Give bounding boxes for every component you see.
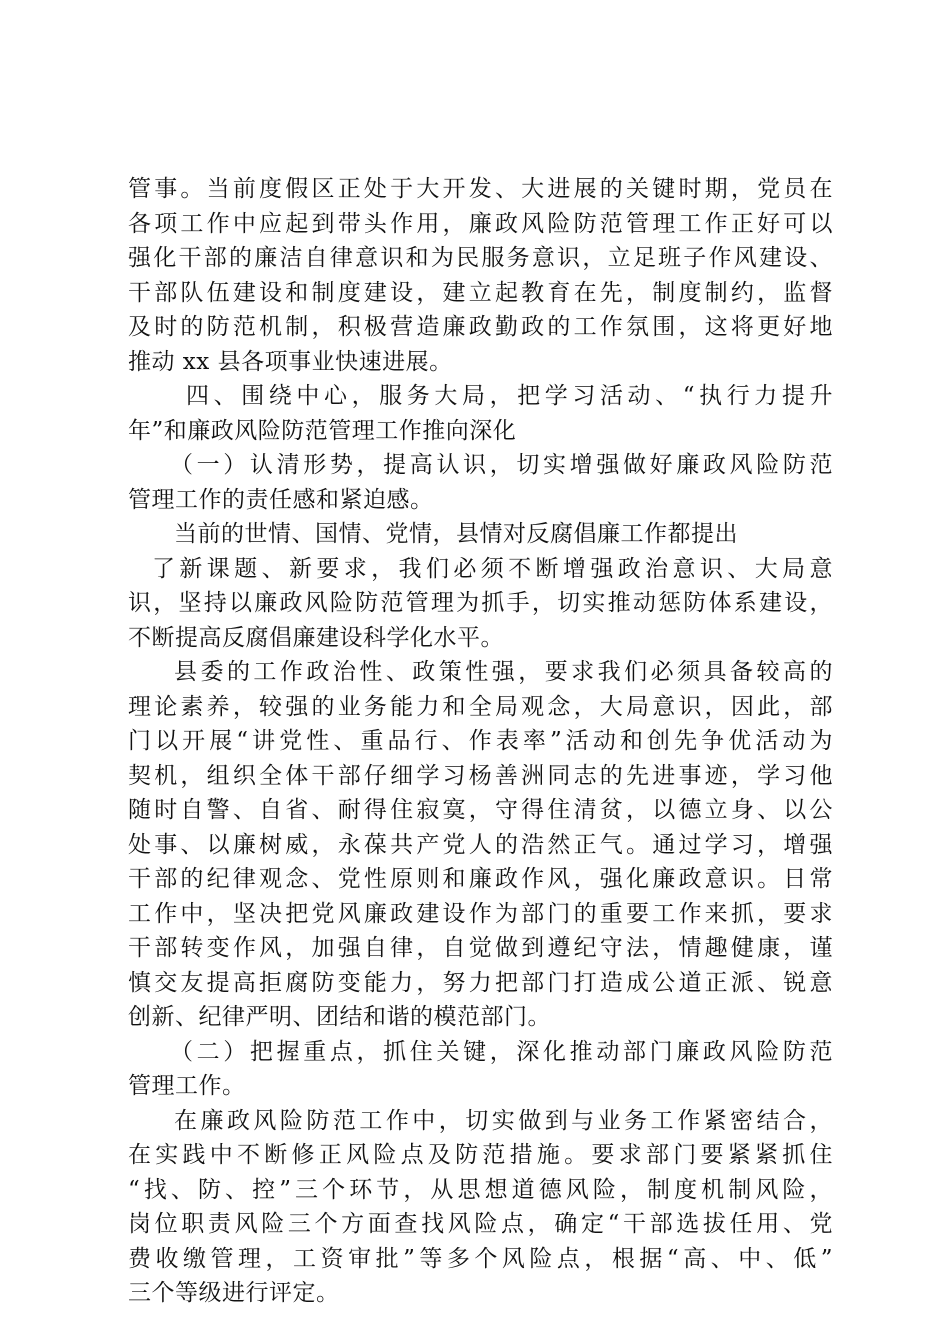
text-line: 管理工作。 (128, 1073, 246, 1099)
text-line: 工作中，坚决把党风廉政建设作为部门的重要工作来抓，要求 (128, 900, 833, 927)
document-body (128, 172, 833, 1311)
text-line: 三个等级进行评定。 (128, 1280, 340, 1306)
text-line: 契机，组织全体干部仔细学习杨善洲同志的先进事迹，学习他 (128, 762, 833, 789)
text-line: 管理工作的责任感和紧迫感。 (128, 486, 434, 513)
text-line: 处事、以廉树威，永葆共产党人的浩然正气。通过学习，增强 (128, 831, 833, 858)
text-line: “找、防、控”三个环节，从思想道德风险，制度机制风险， (128, 1176, 833, 1203)
text-line: 在廉政风险防范工作中，切实做到与业务工作紧密结合， (174, 1107, 833, 1134)
text-line: 识，坚持以廉政风险防范管理为抓手，切实推动惩防体系建设， (128, 590, 833, 616)
text-line: 创新、纪律严明、团结和谐的模范部门。 (128, 1004, 551, 1030)
text-line: 不断提高反腐倡廉建设科学化水平。 (128, 624, 504, 651)
text-line: 年”和廉政风险防范管理工作推向深化 (128, 417, 517, 444)
text-line: 县委的工作政治性、政策性强，要求我们必须具备较高的 (174, 659, 833, 685)
text-line: 了新课题、新要求，我们必须不断增强政治意识、大局意 (152, 555, 833, 582)
text-line: 干部的纪律观念、党性原则和廉政作风，强化廉政意识。日常 (128, 866, 833, 892)
text-line: （一）认清形势，提高认识，切实增强做好廉政风险防范 (170, 452, 833, 478)
text-line: 慎交友提高拒腐防变能力，努力把部门打造成公道正派、锐意 (128, 969, 833, 996)
text-line: 强化干部的廉洁自律意识和为民服务意识，立足班子作风建设、 (128, 245, 833, 271)
text-line: 各项工作中应起到带头作用，廉政风险防范管理工作正好可以 (128, 210, 833, 237)
text-line: 推动 xx 县各项事业快速进展。 (128, 348, 453, 375)
text-line: 管事。当前度假区正处于大开发、大进展的关键时期，党员在 (128, 176, 833, 202)
text-line: （二）把握重点，抓住关键，深化推动部门廉政风险防范 (170, 1038, 833, 1065)
text-line: 干部队伍建设和制度建设，建立起教育在先，制度制约，监督 (128, 279, 833, 306)
text-line: 四、围绕中心，服务大局，把学习活动、“执行力提升 (186, 383, 833, 409)
text-line: 当前的世情、国情、党情，县情对反腐倡廉工作都提出 (174, 521, 738, 547)
text-line: 干部转变作风，加强自律，自觉做到遵纪守法，情趣健康，谨 (128, 935, 833, 961)
text-line: 及时的防范机制，积极营造廉政勤政的工作氛围，这将更好地 (128, 314, 833, 340)
text-line: 岗位职责风险三个方面查找风险点，确定“干部选拔任用、党 (128, 1211, 833, 1237)
text-line: 随时自警、自省、耐得住寂寞，守得住清贫，以德立身、以公 (128, 797, 833, 823)
text-line: 费收缴管理，工资审批”等多个风险点，根据“高、中、低” (128, 1245, 833, 1272)
text-line: 门以开展“讲党性、重品行、作表率”活动和创先争优活动为 (128, 728, 833, 754)
text-line: 在实践中不断修正风险点及防范措施。要求部门要紧紧抓住 (128, 1142, 833, 1168)
text-line: 理论素养，较强的业务能力和全局观念，大局意识，因此，部 (128, 693, 833, 720)
